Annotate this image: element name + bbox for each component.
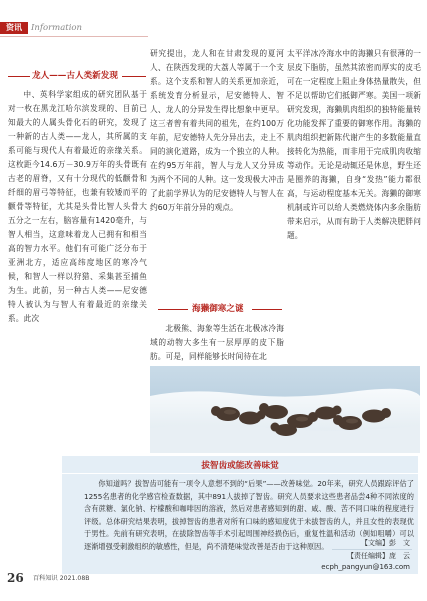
page-number: 26 bbox=[7, 571, 24, 585]
otter-heading-rule-left bbox=[158, 309, 188, 310]
credit-rule-1 bbox=[332, 549, 412, 550]
longman-paragraph-2: 研究提出，龙人和在甘肃发现的夏河人、在陕西发现的大荔人等属于一个支系。这个支系和智人的关系更加亲近，系统发育分析显示，尼安德特人、智人、龙人的分异发生得比想象中更早。这三者曾有着共同的祖先，在约100万年前，尼安德特人先分异出去，走上不同的演化道路，成为一个独立的人种。在约95万年前，智人与龙人又分异成为两个不同的人种。这一发现极大冲击了此前学界认为的尼安德特人与智人在约60万年前分异的观点。 bbox=[150, 49, 284, 212]
otter-heading-rule-right bbox=[252, 309, 282, 310]
longman-paragraph-1: 中、英科学家组成的研究团队基于对一枚在黑龙江哈尔滨发现的、目前已知最大的人属头骨化石的研究，发现了一种新的古人类——龙人，其所属的支系可能与现代人有着最近的亲缘关系。这枚距今14.6万－30.9万年的头骨既有古老的眉脊，又有十分现代的低颧骨和纤细的眉弓等特征，也兼有较矮而平的颧骨等特征，尤其是头骨比智人头骨大五分之一左右，脑容量有1420毫升，与智人相当，这意味着龙人已拥有和相当高的智力水平。他们有可能广泛分布于亚洲北方，适应高纬度地区的寒冷气候，和智人一样以狩猎、采集甚至捕鱼为生。此前，另一种古人类——尼安德特人被认为与智人有着最近的亲缘关系。此次 bbox=[8, 90, 147, 323]
page-header bbox=[0, 0, 427, 44]
longman-heading: 龙人——古人类新发现 bbox=[32, 71, 118, 81]
otter-paragraph-1: 北极熊、海象等生活在北极冰冷海域的动物大多生有一层厚厚的皮下脂肪。可是，同样能够长时间待在北 bbox=[150, 324, 284, 361]
otter-heading: 海獭御寒之谜 bbox=[192, 304, 244, 314]
credit-email: ecph_pangyun@163.com bbox=[321, 563, 410, 571]
sidebar-title: 拔智齿或能改善味觉 bbox=[201, 461, 279, 471]
longman-column-2 bbox=[150, 47, 284, 277]
sidebar-title-rule bbox=[62, 473, 418, 474]
longman-heading-rule-right bbox=[122, 76, 146, 77]
wisdom-tooth-sidebar bbox=[62, 456, 418, 574]
otter-paragraph-2: 太平洋冰冷海水中的海獭只有很薄的一层皮下脂肪，虽然其浓密而厚实的皮毛可在一定程度上阻止身体热量散失，但不足以帮助它们抵御严寒。美国一项新研究发现，海獭肌肉组织的独特能量转化功能发挥了重要的御寒作用。海獭的肌肉组织把新陈代谢产生的多数能量直接转化为热能，而非用于完成肌肉收缩等动作。无论是动辄还是休息，野生还是圈养的海獭，自身“发热”能力都很高，与运动程度基本无关。海獭的御寒机制或许可以给人类燃烧体内多余脂肪带来启示，从而有助于人类解决肥胖问题。 bbox=[287, 49, 421, 240]
sea-otters-photo bbox=[150, 366, 420, 453]
section-tab: 资讯 bbox=[0, 22, 28, 34]
credit-author: 【文编】彭 文 bbox=[361, 539, 410, 547]
longman-heading-rule-left bbox=[8, 76, 30, 77]
magazine-issue: 百科知识 2021.08B bbox=[33, 575, 90, 582]
sidebar-paragraph: 你知道吗？拔智齿可能有一项令人意想不到的“后果”——改善味觉。20年来，研究人员跟踪评估了1255名患者的化学感官检查数据，其中891人拔掉了智齿。研究人员要求这些患者品尝4种不同浓度的含有蔗糖、氯化钠、柠檬酸和咖啡因的溶液，然后对患者感知到的甜、咸、酸、苦不同口味的程度进行评级。总体研究结果表明，拔掉智齿的患者对所有口味的感知度优于未拔智齿的人，并且女性的表现优于男性。先前有研究表明，在拔除智齿等手术引起周围神经损伤后，重复性温和活动（例如咀嚼）可以逐渐增强受刺激组织的敏感性，但是，尚不清楚味觉改善是否由于这种原因。 bbox=[84, 479, 414, 551]
header-rule bbox=[0, 36, 148, 37]
credit-editor: 【责任编辑】庞 云 bbox=[347, 552, 410, 560]
otter-column-2 bbox=[150, 322, 284, 366]
otter-column-3 bbox=[287, 47, 421, 363]
section-subtitle: Information bbox=[31, 23, 83, 33]
sea-otters-illustration bbox=[150, 366, 420, 453]
